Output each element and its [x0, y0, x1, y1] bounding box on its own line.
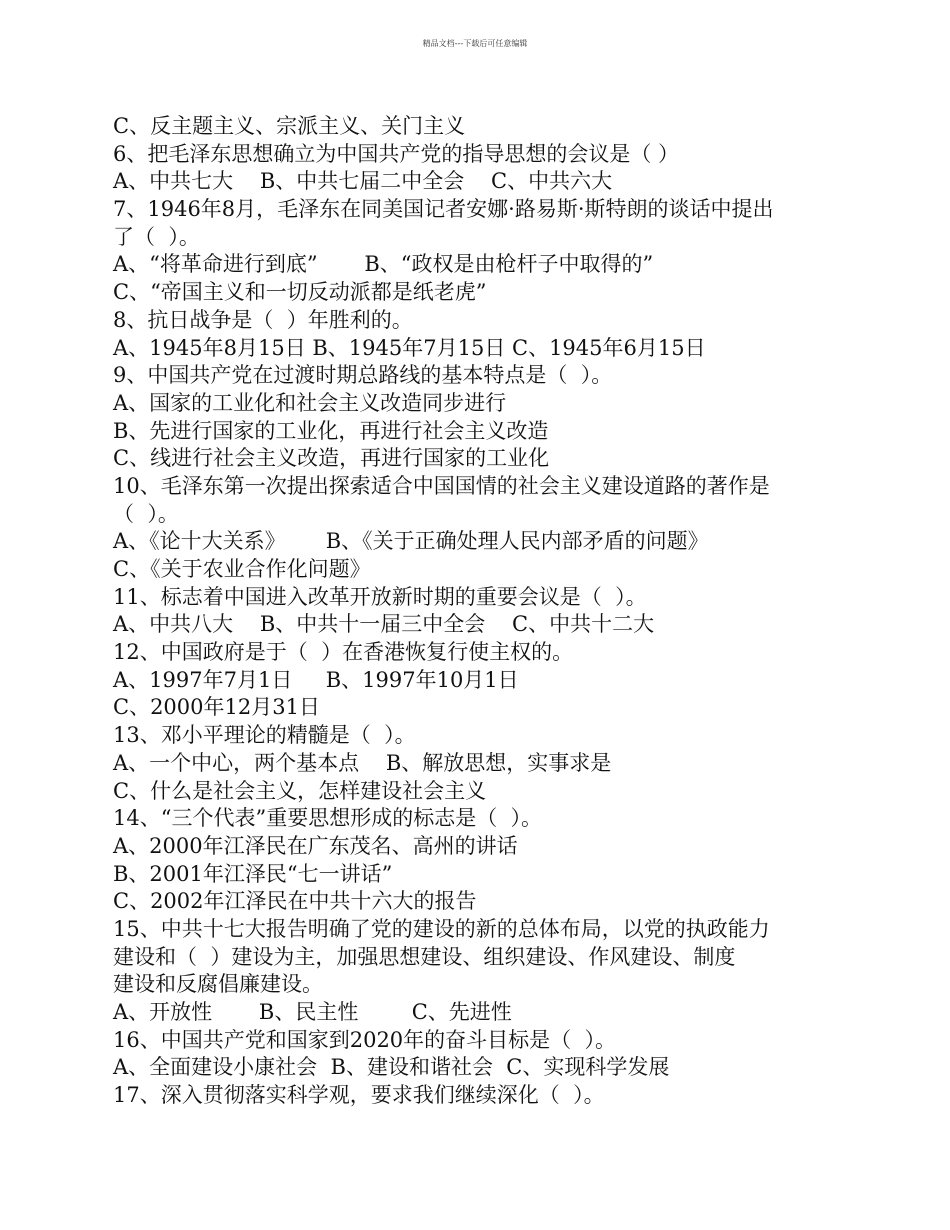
- text-line: 14、“三个代表”重要思想形成的标志是（ ）。: [113, 806, 543, 831]
- text-line: C、2002年江泽民在中共十六大的报告: [113, 889, 477, 914]
- text-line: 了（ ）。: [113, 224, 200, 249]
- text-line: 9、中国共产党在过渡时期总路线的基本特点是（ ）。: [113, 363, 613, 388]
- text-line: 13、邓小平理论的精髓是（ ）。: [113, 723, 416, 748]
- text-line: 15、中共十七大报告明确了党的建设的新的总体布局，以党的执政能力: [113, 916, 770, 941]
- text-line: 6、把毛泽东思想确立为中国共产党的指导思想的会议是（ ）: [113, 141, 680, 166]
- text-line: A、1945年8月15日 B、1945年7月15日 C、1945年6月15日: [113, 335, 706, 360]
- text-line: C、2000年12月31日: [113, 695, 320, 720]
- text-line: A、中共八大 B、中共十一届三中全会 C、中共十二大: [113, 612, 655, 637]
- page-header: 精品文档---下载后可任意编辑: [422, 39, 528, 48]
- text-line: A、国家的工业化和社会主义改造同步进行: [113, 390, 507, 415]
- text-line: A、开放性 B、民主性 C、先进性: [113, 1000, 512, 1024]
- text-line: A、《论十大关系》 B、《关于正确处理人民内部矛盾的问题》: [113, 529, 709, 554]
- text-line: A、全面建设小康社会 B、建设和谐社会 C、实现科学发展: [113, 1055, 670, 1080]
- text-line: 7、1946年8月，毛泽东在同美国记者安娜·路易斯·斯特朗的谈话中提出: [113, 197, 774, 222]
- text-line: B、2001年江泽民“七一讲话”: [113, 861, 393, 886]
- text-line: 8、抗日战争是（ ）年胜利的。: [113, 307, 413, 332]
- text-line: A、中共七大 B、中共七届二中全会 C、中共六大: [113, 169, 613, 194]
- text-line: B、先进行国家的工业化，再进行社会主义改造: [113, 418, 549, 443]
- text-line: A、1997年7月1日 B、1997年10月1日: [113, 667, 519, 692]
- text-line: C、反主题主义、宗派主义、关门主义: [113, 114, 466, 138]
- text-line: C、《关于农业合作化问题》: [113, 557, 371, 581]
- text-line: 16、中国共产党和国家到2020年的奋斗目标是（ ）。: [113, 1027, 617, 1052]
- text-line: 建设和（ ）建设为主，加强思想建设、组织建设、作风建设、制度: [113, 944, 736, 969]
- text-line: A、“将革命进行到底” B、“政权是由枪杆子中取得的”: [113, 252, 654, 277]
- text-line: （ ）。: [113, 501, 179, 526]
- text-line: 17、深入贯彻落实科学观，要求我们继续深化（ ）。: [113, 1083, 605, 1108]
- text-line: 11、标志着中国进入改革开放新时期的重要会议是（ ）。: [113, 584, 647, 609]
- question-text: [113, 113, 843, 1110]
- text-line: C、“帝国主义和一切反动派都是纸老虎”: [113, 280, 487, 305]
- text-line: A、一个中心，两个基本点 B、解放思想，实事求是: [113, 750, 612, 775]
- text-line: 12、中国政府是于（ ）在香港恢复行使主权的。: [113, 640, 574, 665]
- text-line: C、什么是社会主义，怎样建设社会主义: [113, 778, 487, 803]
- text-line: A、2000年江泽民在广东茂名、高州的讲话: [113, 833, 518, 858]
- text-line: C、线进行社会主义改造，再进行国家的工业化: [113, 446, 550, 471]
- text-line: 建设和反腐倡廉建设。: [113, 972, 323, 997]
- text-line: 10、毛泽东第一次提出探索适合中国国情的社会主义建设道路的著作是: [113, 473, 770, 498]
